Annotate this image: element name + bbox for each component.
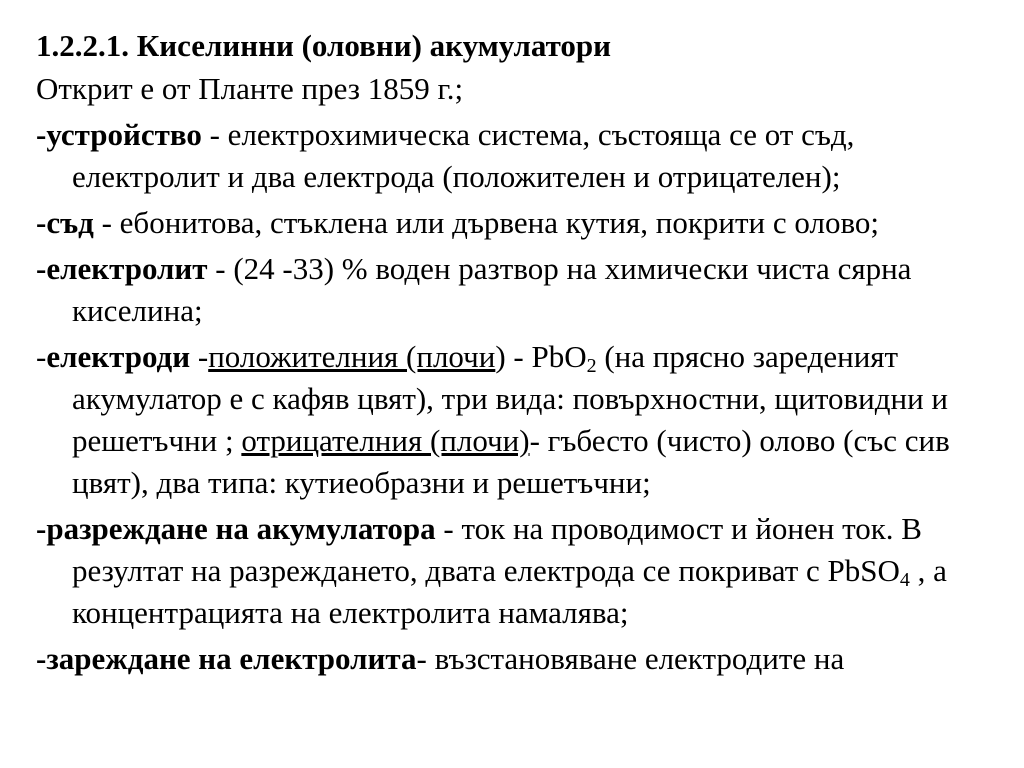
vessel-term: -съд	[36, 205, 94, 240]
discharge-text-b: , а концентрацията на електролита намалява;	[72, 553, 947, 630]
discharge-term: -разреждане на акумулатора	[36, 511, 436, 546]
pbo2-subscript: 2	[586, 355, 597, 377]
electrolyte-term: -електролит	[36, 251, 208, 286]
intro-paragraph: Открит е от Планте през 1859 г.;	[36, 71, 464, 106]
electrolyte-text: - (24 -33) % воден разтвор на химически чиста сярна киселина;	[72, 251, 912, 328]
electrolyte-paragraph	[36, 248, 984, 332]
positive-plates-text-b: (на прясно зареденият акумулатор е с кафяв цвят), три вида: повърхностни, щитовидни и решетъчни ;	[72, 339, 949, 458]
electrodes-term: електроди	[46, 339, 191, 374]
charge-term: -зареждане на електролита	[36, 641, 417, 676]
electrodes-dash: -	[36, 339, 47, 374]
electrodes-paragraph	[36, 336, 984, 504]
positive-plates-close: )	[495, 339, 506, 374]
device-text: - електрохимическа система, състояща се от съд, електролит и два електрода (положителен и отрицателен);	[72, 117, 855, 194]
device-paragraph	[36, 114, 984, 198]
discharge-text-a: - ток на проводимост и йонен ток. В резултат на разреждането, двата електрода се покриват с PbSO	[72, 511, 922, 588]
negative-plates-label: отрицателния (плочи)	[241, 423, 530, 458]
pbso4-subscript: 4	[899, 569, 910, 591]
discharge-paragraph	[36, 508, 984, 634]
section-heading: 1.2.2.1. Киселинни (оловни) акумулатори	[36, 28, 612, 63]
device-term: -устройство	[36, 117, 202, 152]
electrodes-dash-2: -	[190, 339, 209, 374]
charge-text: - възстановяване електродите на	[416, 641, 845, 676]
positive-plates-label: положителния (плочи	[208, 339, 496, 374]
vessel-paragraph	[36, 202, 984, 244]
vessel-text: - ебонитова, стъклена или дървена кутия, покрити с олово;	[93, 205, 880, 240]
charge-paragraph	[36, 638, 984, 680]
positive-plates-text-a: - PbO	[505, 339, 587, 374]
negative-plates-text: - гъбесто (чисто) олово (със сив цвят), два типа: кутиеобразни и решетъчни;	[72, 423, 950, 500]
